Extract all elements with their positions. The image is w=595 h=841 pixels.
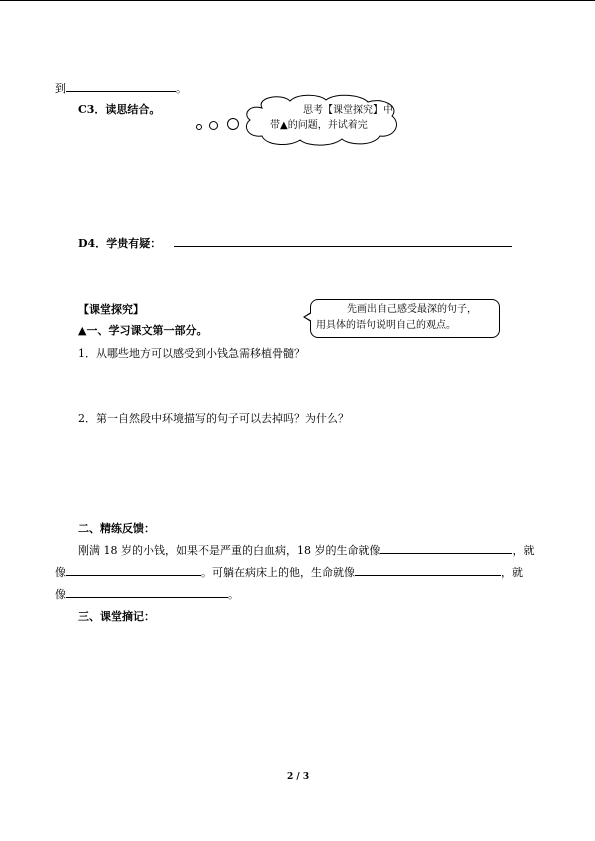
d4-label: D4．学贵有疑： xyxy=(78,237,162,250)
practice-line-2-mid: 。可躺在病床上的他，生命就像 xyxy=(201,566,355,579)
practice-line-2-start: 像 xyxy=(55,566,66,579)
question-2: 2．第一自然段中环境描写的句子可以去掉吗？为什么？ xyxy=(78,412,349,425)
practice-line-1-end: ，就 xyxy=(512,544,535,557)
c3-label: C3．读思结合。 xyxy=(78,103,161,116)
thought-cloud-line-1: 思考【课堂探究】中 xyxy=(303,105,393,116)
d4-row xyxy=(78,235,161,251)
callout-line-1: 先画出自己感受最深的句子， xyxy=(347,304,477,315)
explore-heading: 【课堂探究】 xyxy=(78,303,144,316)
top-border-line xyxy=(0,0,595,1)
thought-cloud-text xyxy=(270,103,393,133)
fill-line-1-suffix: 。 xyxy=(176,82,187,95)
answer-blank[interactable] xyxy=(66,80,176,92)
thought-dot-large xyxy=(227,118,239,130)
thought-dot-medium xyxy=(209,121,218,130)
answer-blank[interactable] xyxy=(355,564,501,576)
page-number: 2 / 3 xyxy=(287,772,310,782)
d4-answer-blank[interactable] xyxy=(174,235,512,247)
fill-line-1 xyxy=(55,80,187,96)
callout-box xyxy=(310,299,500,338)
practice-title: 二、精练反馈： xyxy=(78,522,155,535)
answer-blank[interactable] xyxy=(66,586,228,598)
practice-line-3-start: 像 xyxy=(55,588,66,601)
thought-cloud-line-2: 带▲的问题，并试着完 xyxy=(270,120,368,131)
part1-title: ▲一、学习课文第一部分。 xyxy=(78,324,208,337)
practice-line-1-text: 刚满 18 岁的小钱，如果不是严重的白血病，18 岁的生命就像 xyxy=(78,544,381,557)
answer-blank[interactable] xyxy=(66,564,201,576)
practice-line-3 xyxy=(55,586,239,602)
practice-line-2 xyxy=(55,564,523,580)
practice-line-3-end: 。 xyxy=(228,588,239,601)
practice-line-2-end: ，就 xyxy=(501,566,523,579)
question-1: 1．从哪些地方可以感受到小钱急需移植骨髓？ xyxy=(78,347,305,360)
notes-title: 三、课堂摘记： xyxy=(78,610,155,623)
callout-line-2: 用具体的语句说明自己的观点。 xyxy=(316,320,456,331)
fill-line-1-prefix: 到 xyxy=(55,82,66,95)
thought-dot-small xyxy=(196,124,202,130)
practice-line-1 xyxy=(78,542,534,558)
answer-blank[interactable] xyxy=(380,542,512,554)
